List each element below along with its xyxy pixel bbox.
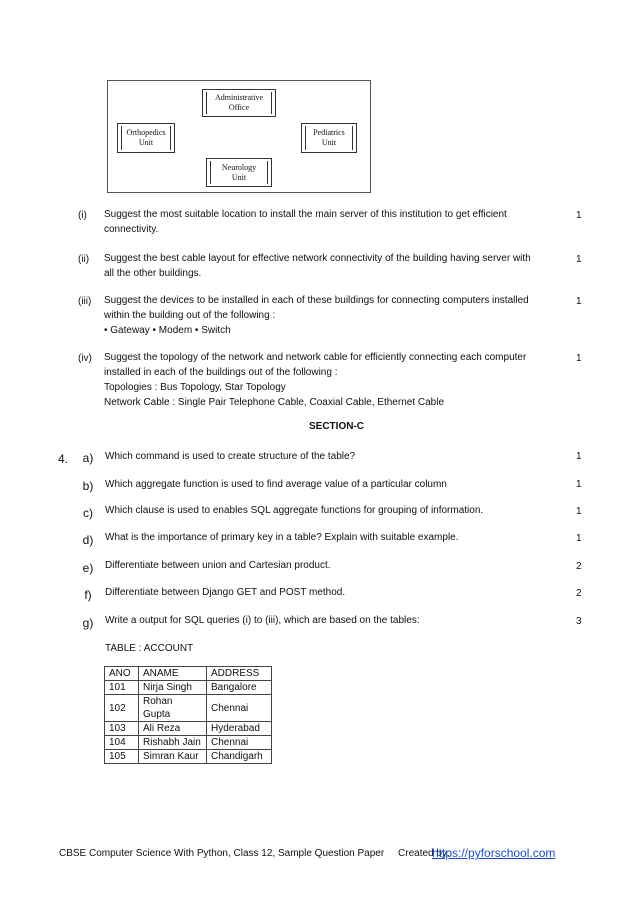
table-cell: Chandigarh xyxy=(207,750,272,764)
table-cell: 102 xyxy=(105,695,139,722)
question-text xyxy=(104,207,507,237)
admin-label-line2: Office xyxy=(228,103,250,112)
ortho-label-line1: Orthopedics xyxy=(126,128,166,137)
part-letter: f) xyxy=(84,588,92,602)
part-letter: d) xyxy=(82,533,94,547)
question-text xyxy=(104,350,526,410)
question-line: all the other buildings. xyxy=(104,268,202,279)
part-letter: e) xyxy=(82,561,94,575)
question-line: Topologies : Bus Topology, Star Topology xyxy=(104,382,286,393)
question-number: (ii) xyxy=(78,254,90,265)
part-text: Differentiate between union and Cartesian product. xyxy=(105,560,331,571)
table-cell: Rishabh Jain xyxy=(139,736,207,750)
table-header-row xyxy=(105,667,272,681)
part-text: Differentiate between Django GET and POST method. xyxy=(105,587,346,598)
section-title: SECTION-C xyxy=(309,421,364,432)
part-letter: b) xyxy=(82,479,94,493)
part-marks: 1 xyxy=(576,451,582,462)
header-address: ADDRESS xyxy=(207,667,272,681)
question-text xyxy=(104,293,529,338)
table-cell: Chennai xyxy=(207,695,272,722)
question-number: (iv) xyxy=(78,353,92,364)
question-line: Suggest the best cable layout for effective network connectivity of the building having server with xyxy=(104,253,531,264)
part-text: What is the importance of primary key in a table? Explain with suitable example. xyxy=(105,532,459,543)
ortho-label-line2: Unit xyxy=(138,138,154,147)
footer-text: CBSE Computer Science With Python, Class 12, Sample Question Paper Created by: xyxy=(59,848,450,859)
table-caption: TABLE : ACCOUNT xyxy=(105,643,194,654)
table-cell: 105 xyxy=(105,750,139,764)
question-text xyxy=(104,251,531,281)
account-table-wrapper xyxy=(104,666,272,764)
table-cell: Simran Kaur xyxy=(139,750,207,764)
question-line: Network Cable : Single Pair Telephone Cable, Coaxial Cable, Ethernet Cable xyxy=(104,397,445,408)
part-letter: a) xyxy=(82,451,94,465)
pedia-label-line1: Pediatrics xyxy=(313,128,345,137)
question-marks: 1 xyxy=(576,296,582,307)
question-line: • Gateway • Modem • Switch xyxy=(104,325,231,336)
table-cell: Nirja Singh xyxy=(139,681,207,695)
question-line: installed in each of the buildings out of the following : xyxy=(104,367,338,378)
part-marks: 3 xyxy=(576,616,582,627)
header-aname: ANAME xyxy=(139,667,207,681)
admin-label-line1: Administrative xyxy=(215,93,263,102)
table-cell: Ali Reza xyxy=(139,722,207,736)
question-marks: 1 xyxy=(576,254,582,265)
question-4-number: 4. xyxy=(58,452,69,466)
part-marks: 1 xyxy=(576,533,582,544)
table-cell: Bangalore xyxy=(207,681,272,695)
table-cell: 104 xyxy=(105,736,139,750)
pedia-label-line2: Unit xyxy=(321,138,337,147)
neuro-label-line2: Unit xyxy=(231,172,247,182)
question-line: Suggest the devices to be installed in each of these buildings for connecting computers installed xyxy=(104,295,529,306)
question-line: Suggest the most suitable location to install the main server of this institution to get efficient xyxy=(104,209,507,220)
orthopedics-unit-block xyxy=(117,123,175,153)
part-text: Which command is used to create structure of the table? xyxy=(105,451,356,462)
part-marks: 1 xyxy=(576,506,582,517)
table-cell: Chennai xyxy=(207,736,272,750)
question-marks: 1 xyxy=(576,353,582,364)
table-row xyxy=(105,695,272,722)
table-row xyxy=(105,722,272,736)
table-cell: Hyderabad xyxy=(207,722,272,736)
part-letter: c) xyxy=(83,506,93,520)
question-number: (iii) xyxy=(78,296,92,307)
account-table xyxy=(104,666,272,764)
part-text: Which aggregate function is used to find average value of a particular column xyxy=(105,479,447,490)
table-cell: Rohan Gupta xyxy=(139,695,207,722)
table-row xyxy=(105,736,272,750)
question-number: (i) xyxy=(78,210,87,221)
part-letter: g) xyxy=(82,616,94,630)
network-diagram xyxy=(107,80,371,193)
footer-link[interactable]: https://pyforschool.com xyxy=(432,846,556,860)
question-line: Suggest the topology of the network and network cable for efficiently connecting each computer xyxy=(104,352,527,363)
part-marks: 2 xyxy=(576,561,582,572)
question-line: connectivity. xyxy=(104,224,159,235)
table-cell: 101 xyxy=(105,681,139,695)
table-cell: 103 xyxy=(105,722,139,736)
question-line: within the building out of the following : xyxy=(104,310,276,321)
header-ano: ANO xyxy=(105,667,139,681)
neuro-label-line1: Neurology xyxy=(221,162,257,172)
part-marks: 1 xyxy=(576,479,582,490)
pediatrics-unit-block xyxy=(301,123,357,153)
question-marks: 1 xyxy=(576,210,582,221)
part-text: Which clause is used to enables SQL aggregate functions for grouping of information. xyxy=(105,505,484,516)
table-row xyxy=(105,750,272,764)
administrative-office-block xyxy=(202,89,276,117)
table-row xyxy=(105,681,272,695)
part-marks: 2 xyxy=(576,588,582,599)
part-text: Write a output for SQL queries (i) to (iii), which are based on the tables: xyxy=(105,615,420,626)
neurology-unit-block xyxy=(206,158,272,187)
